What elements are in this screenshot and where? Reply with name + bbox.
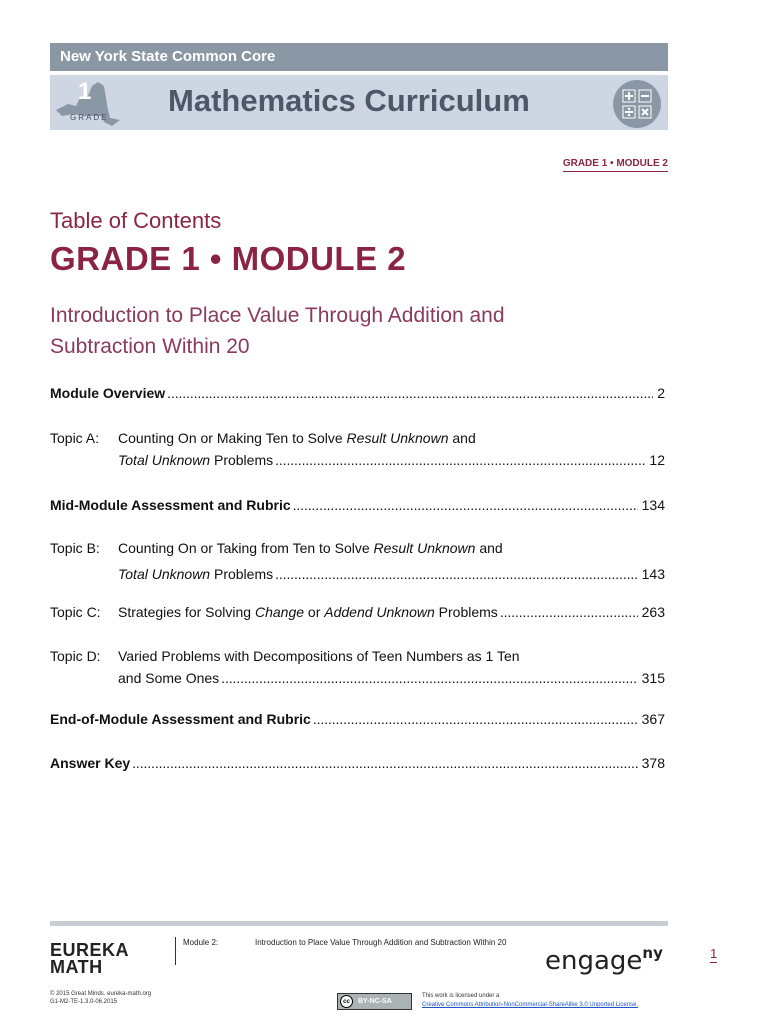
cc-badge-label: BY-NC-SA xyxy=(358,998,392,1005)
dot-leader xyxy=(500,604,638,620)
math-operations-icon xyxy=(613,80,661,128)
toc-entry-topic-b[interactable] xyxy=(50,540,503,556)
toc-entry-end-of-module-assessment[interactable] xyxy=(50,711,665,727)
topic-emphasis: Change xyxy=(254,604,305,620)
footer-module-label: Module 2: xyxy=(183,938,219,947)
topic-id: Topic A: xyxy=(50,430,100,446)
license-line-1: This work is licensed under a xyxy=(422,993,500,999)
dot-leader xyxy=(313,711,638,727)
dot-leader xyxy=(132,755,637,771)
dot-leader xyxy=(275,452,645,468)
eureka-math-logo xyxy=(50,942,129,976)
toc-heading: Table of Contents xyxy=(50,208,222,233)
module-subtitle xyxy=(50,300,610,362)
topic-text: Varied Problems with Decompositions of Teen Numbers as 1 Ten xyxy=(118,648,520,664)
toc-page: 2 xyxy=(657,385,665,401)
toc-entry-topic-d-line2[interactable] xyxy=(118,670,665,686)
copyright-line-1: © 2015 Great Minds. eureka-math.org xyxy=(50,991,152,997)
dot-leader xyxy=(167,385,653,401)
topic-text: and xyxy=(475,540,503,556)
engage-ny-logo xyxy=(545,944,663,976)
grade-number: 1 xyxy=(78,78,92,105)
grade-word: GRADE xyxy=(70,113,109,122)
toc-label: and Some Ones xyxy=(118,670,220,686)
topic-emphasis: Total Unknown xyxy=(118,452,211,468)
footer-module-title: Introduction to Place Value Through Addition and Subtraction Within 20 xyxy=(255,938,507,947)
curriculum-title: Mathematics Curriculum xyxy=(168,83,530,118)
dot-leader xyxy=(275,566,638,582)
topic-id: Topic C: xyxy=(50,604,101,620)
toc-label xyxy=(118,452,273,468)
dot-leader xyxy=(293,497,638,513)
toc-label: Module Overview xyxy=(50,385,166,401)
toc-page: 134 xyxy=(641,497,665,513)
logo-line-2: MATH xyxy=(50,957,103,977)
topic-text: or xyxy=(304,604,325,620)
toc-entry-topic-b-line2[interactable] xyxy=(118,566,665,582)
engage-sup: ny xyxy=(642,944,663,962)
toc-entry-module-overview[interactable] xyxy=(50,385,665,401)
topic-text: Problems xyxy=(434,604,498,620)
footer-vertical-divider xyxy=(175,937,176,965)
state-banner: New York State Common Core xyxy=(50,43,668,71)
toc-page: 263 xyxy=(641,604,665,620)
topic-text: Counting On or Making Ten to Solve xyxy=(118,430,347,446)
topic-text: and xyxy=(448,430,476,446)
cc-icon: cc xyxy=(340,995,353,1008)
engage-text: engage xyxy=(545,946,643,976)
subtitle-line-2: Subtraction Within 20 xyxy=(50,335,250,358)
topic-text: Problems xyxy=(210,452,274,468)
topic-emphasis: Addend Unknown xyxy=(324,604,435,620)
topic-id: Topic D: xyxy=(50,648,101,664)
toc-entry-mid-module-assessment[interactable] xyxy=(50,497,665,513)
toc-label xyxy=(118,566,273,582)
topic-text: Counting On or Taking from Ten to Solve xyxy=(118,540,374,556)
topic-emphasis: Result Unknown xyxy=(373,540,476,556)
toc-entry-answer-key[interactable] xyxy=(50,755,665,771)
creative-commons-badge[interactable] xyxy=(337,993,412,1010)
module-tag: GRADE 1 • MODULE 2 xyxy=(563,158,668,172)
toc-page: 367 xyxy=(641,711,665,727)
page-number: 1 xyxy=(710,946,718,961)
footer-divider-bar xyxy=(50,921,668,926)
toc-entry-topic-c[interactable] xyxy=(50,604,665,620)
toc-page: 143 xyxy=(641,566,665,582)
license-text xyxy=(422,992,638,1010)
toc-label: End-of-Module Assessment and Rubric xyxy=(50,711,311,727)
copyright xyxy=(50,990,151,1006)
toc-entry-topic-a-line2[interactable] xyxy=(118,452,665,468)
toc-page: 315 xyxy=(641,670,665,686)
toc-page: 378 xyxy=(641,755,665,771)
toc-label: Mid-Module Assessment and Rubric xyxy=(50,497,291,513)
topic-id: Topic B: xyxy=(50,540,100,556)
toc-entry-topic-a[interactable] xyxy=(50,430,476,446)
topic-emphasis: Total Unknown xyxy=(118,566,211,582)
toc-page: 12 xyxy=(649,452,665,468)
logo-line-1: EUREKA xyxy=(50,940,130,960)
toc-label: Answer Key xyxy=(50,755,131,771)
module-title: GRADE 1 • MODULE 2 xyxy=(50,240,407,277)
subtitle-line-1: Introduction to Place Value Through Addition and xyxy=(50,304,505,327)
toc-entry-topic-d[interactable] xyxy=(50,648,520,664)
dot-leader xyxy=(221,670,637,686)
toc-label xyxy=(50,604,498,620)
topic-text: Problems xyxy=(210,566,274,582)
license-link[interactable]: Creative Commons Attribution-NonCommercial-ShareAlike 3.0 Unported License. xyxy=(422,1002,639,1008)
copyright-line-2: G1-M2-TE-1.3.0-06.2015 xyxy=(50,999,118,1005)
topic-emphasis: Result Unknown xyxy=(346,430,449,446)
topic-text: Strategies for Solving xyxy=(118,604,255,620)
